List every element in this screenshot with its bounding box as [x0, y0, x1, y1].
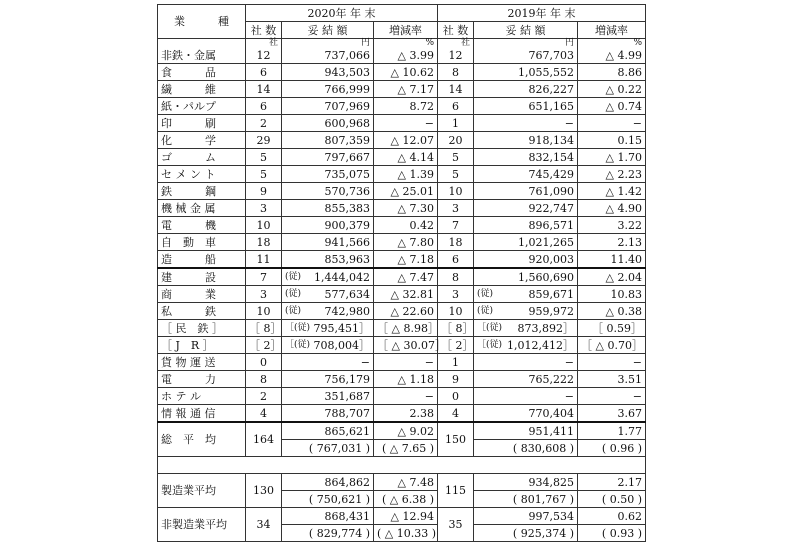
- company-count-2020: 8: [246, 371, 282, 388]
- settlement-amount-2020: [282, 388, 374, 405]
- change-rate-2020: ［ △ 8.98］: [374, 320, 438, 337]
- company-count-2019: 1: [438, 354, 474, 371]
- company-count-2019: 8: [438, 64, 474, 81]
- average-amount-2019: 997,534: [474, 508, 578, 525]
- change-rate-2020: ［ △ 30.07］: [374, 337, 438, 354]
- amount-value: 918,134: [528, 133, 574, 147]
- company-count-2020: 10: [246, 217, 282, 234]
- company-count-2020: 3: [246, 286, 282, 303]
- average-amount-2019-alt: ( 801,767 ): [474, 491, 578, 508]
- change-rate-2020: 8.72: [374, 98, 438, 115]
- amount-value: 1,560,690: [518, 270, 574, 284]
- employee-basis-note: (従): [477, 305, 494, 316]
- change-rate-2019: % △ 4.99: [578, 39, 646, 64]
- change-rate-2020: △ 7.18: [374, 251, 438, 269]
- amount-value: 807,359: [324, 133, 370, 147]
- industry-label: 建 設: [158, 268, 246, 286]
- company-count-2019: ［ 8］: [438, 320, 474, 337]
- table-row: [158, 81, 646, 98]
- amount-value: 1,444,042: [314, 270, 370, 284]
- change-rate-2019: −: [578, 354, 646, 371]
- change-rate-2020: △ 7.17: [374, 81, 438, 98]
- average-rate-2019: 1.77: [578, 422, 646, 440]
- amount-value: 826,227: [528, 82, 574, 96]
- change-rate-2019: 3.51: [578, 371, 646, 388]
- unit-yen: 円: [564, 38, 574, 48]
- settlement-amount-2019: [474, 98, 578, 115]
- average-amount-2019-alt: ( 925,374 ): [474, 525, 578, 542]
- company-count-2019: 8: [438, 268, 474, 286]
- industry-rows: [158, 39, 646, 423]
- settlement-amount-2020: [282, 251, 374, 269]
- company-count-2019: 1: [438, 115, 474, 132]
- table-row: [158, 405, 646, 423]
- change-rate-2020: % △ 3.99: [374, 39, 438, 64]
- settlement-amount-2019: [474, 251, 578, 269]
- change-rate-2020: △ 10.62: [374, 64, 438, 81]
- industry-label: 電 力: [158, 371, 246, 388]
- change-rate-2019: △ 4.90: [578, 200, 646, 217]
- change-rate-2020: −: [374, 354, 438, 371]
- company-count-2019: 5: [438, 149, 474, 166]
- average-amount-2020-alt: ( 829,774 ): [282, 525, 374, 542]
- amount-value: 770,404: [528, 406, 574, 420]
- average-rate-2020-alt: ( △ 10.33 ): [374, 525, 438, 542]
- table-row: [158, 200, 646, 217]
- company-count-2020: ［ 2］: [246, 337, 282, 354]
- average-rate-2020-alt: ( △ 6.38 ): [374, 491, 438, 508]
- table-row: [158, 132, 646, 149]
- employee-basis-note: (従): [285, 305, 302, 316]
- average-label: 総 平 均: [158, 422, 246, 457]
- settlement-amount-2020: [282, 149, 374, 166]
- amount-value: 959,972: [528, 304, 574, 318]
- amount-value: 745,429: [528, 167, 574, 181]
- company-count-2019: 0: [438, 388, 474, 405]
- table-row: [158, 217, 646, 234]
- industry-label: 電 機: [158, 217, 246, 234]
- settlement-amount-2020: [282, 217, 374, 234]
- settlement-amount-2019: [474, 405, 578, 423]
- employee-basis-note: ［(従): [477, 339, 503, 350]
- company-count-2019: 9: [438, 371, 474, 388]
- change-rate-2019: ［ △ 0.70］: [578, 337, 646, 354]
- average-rate-2020: △ 9.02: [374, 422, 438, 440]
- industry-label: ゴ ム: [158, 149, 246, 166]
- settlement-amount-2020: [282, 337, 374, 354]
- industry-label: 非鉄・金属: [158, 39, 246, 64]
- company-count-2020: 2: [246, 388, 282, 405]
- change-rate-2020: △ 32.81: [374, 286, 438, 303]
- amount-value: 859,671: [528, 287, 574, 301]
- table-row: [158, 337, 646, 354]
- industry-label: 鉄 鋼: [158, 183, 246, 200]
- company-count-2020: 3: [246, 200, 282, 217]
- amount-value: 735,075: [324, 167, 370, 181]
- company-count-2020: 164: [246, 422, 282, 457]
- amount-value: 742,980: [324, 304, 370, 318]
- wage-settlement-table: [157, 4, 646, 542]
- change-rate-2020: −: [374, 115, 438, 132]
- company-count-2020: 0: [246, 354, 282, 371]
- average-rate-2020: △ 7.48: [374, 474, 438, 491]
- industry-label: 情 報 通 信: [158, 405, 246, 423]
- company-count-2019: 150: [438, 422, 474, 457]
- settlement-amount-2019: [474, 132, 578, 149]
- settlement-amount-2020: [282, 371, 374, 388]
- employee-basis-note: (従): [477, 288, 494, 299]
- amount-value: 756,179: [324, 372, 370, 386]
- change-rate-2019: △ 0.22: [578, 81, 646, 98]
- average-amount-2020: 865,621: [282, 422, 374, 440]
- employee-basis-note: (従): [285, 271, 302, 282]
- industry-label: 自 動 車: [158, 234, 246, 251]
- settlement-amount-2019: [474, 354, 578, 371]
- industry-label: 商 業: [158, 286, 246, 303]
- settlement-amount-2020: [282, 320, 374, 337]
- company-count-2019: 社 12: [438, 39, 474, 64]
- settlement-amount-2019: [474, 217, 578, 234]
- change-rate-2019: △ 1.42: [578, 183, 646, 200]
- settlement-amount-2020: [282, 81, 374, 98]
- table-row: [158, 166, 646, 183]
- industry-label: 私 鉄: [158, 303, 246, 320]
- company-count-2020: 18: [246, 234, 282, 251]
- change-rate-2019: △ 2.23: [578, 166, 646, 183]
- company-count-2020: 6: [246, 98, 282, 115]
- amount-value: 896,571: [528, 218, 574, 232]
- change-rate-2020: △ 7.30: [374, 200, 438, 217]
- amount-value: 855,383: [324, 201, 370, 215]
- amount-value: 1,012,412］: [507, 338, 574, 352]
- settlement-amount-2019: [474, 149, 578, 166]
- settlement-amount-2020: [282, 234, 374, 251]
- settlement-amount-2020: [282, 132, 374, 149]
- settlement-amount-2020: [282, 98, 374, 115]
- average-amount-2020: 864,862: [282, 474, 374, 491]
- average-amount-2019: 934,825: [474, 474, 578, 491]
- year-2020-header: 2020年 年 末: [246, 5, 438, 22]
- average-amount-2020: 868,431: [282, 508, 374, 525]
- amount-value: 853,963: [324, 252, 370, 266]
- settlement-amount-2020: [282, 405, 374, 423]
- amount-value: −: [360, 355, 370, 369]
- employee-basis-note: (従): [285, 288, 302, 299]
- amount-value: 351,687: [324, 389, 370, 403]
- table-row: [158, 286, 646, 303]
- amount-value: 570,736: [324, 184, 370, 198]
- company-count-2019: 20: [438, 132, 474, 149]
- settlement-amount-2020: [282, 268, 374, 286]
- section-gap: [158, 457, 646, 474]
- settlement-amount-2020: [282, 303, 374, 320]
- industry-label: セ メ ン ト: [158, 166, 246, 183]
- amount-value: 797,667: [324, 150, 370, 164]
- company-count-2020: 29: [246, 132, 282, 149]
- amount-value: 600,968: [324, 116, 370, 130]
- company-count-2020: 9: [246, 183, 282, 200]
- change-rate-2019: △ 1.70: [578, 149, 646, 166]
- average-label: 製造業平均: [158, 474, 246, 508]
- company-count-2019: 14: [438, 81, 474, 98]
- settlement-amount-2020: [282, 64, 374, 81]
- change-rate-2020: 0.42: [374, 217, 438, 234]
- amount-value: 737,066: [324, 49, 370, 62]
- count-header-2020: 社 数: [246, 22, 282, 39]
- settlement-amount-2019: [474, 286, 578, 303]
- amount-value: 1,055,552: [518, 65, 574, 79]
- settlement-amount-2019: [474, 337, 578, 354]
- change-rate-2020: △ 4.14: [374, 149, 438, 166]
- change-rate-2019: ［ 0.59］: [578, 320, 646, 337]
- company-count-2020: 社 12: [246, 39, 282, 64]
- gap-cell: [158, 457, 646, 474]
- average-rows: [158, 422, 646, 542]
- company-count-2019: 18: [438, 234, 474, 251]
- industry-label: 紙・パルプ: [158, 98, 246, 115]
- table-row: [158, 115, 646, 132]
- settlement-amount-2020: [282, 115, 374, 132]
- company-count-2020: 5: [246, 149, 282, 166]
- company-count-2020: 4: [246, 405, 282, 423]
- change-rate-2019: △ 0.74: [578, 98, 646, 115]
- amount-value: 651,165: [528, 99, 574, 113]
- settlement-amount-2020: [282, 183, 374, 200]
- settlement-amount-2020: [282, 166, 374, 183]
- rate-header-2019: 増減率: [578, 22, 646, 39]
- change-rate-2019: −: [578, 115, 646, 132]
- change-rate-2019: 11.40: [578, 251, 646, 269]
- settlement-amount-2019: [474, 388, 578, 405]
- average-rate-2019: 2.17: [578, 474, 646, 491]
- table-row: [158, 371, 646, 388]
- rate-header-2020: 増減率: [374, 22, 438, 39]
- amount-value: 767,703: [528, 49, 574, 62]
- company-count-2020: 7: [246, 268, 282, 286]
- amount-header-2020: 妥 結 額: [282, 22, 374, 39]
- change-rate-2019: 3.22: [578, 217, 646, 234]
- table-row: [158, 251, 646, 269]
- company-count-2019: 35: [438, 508, 474, 542]
- amount-value: 943,503: [324, 65, 370, 79]
- change-rate-2019: 2.13: [578, 234, 646, 251]
- change-rate-2019: 8.86: [578, 64, 646, 81]
- average-amount-2020-alt: ( 750,621 ): [282, 491, 374, 508]
- amount-value: −: [564, 389, 574, 403]
- change-rate-2019: −: [578, 388, 646, 405]
- table-row: [158, 388, 646, 405]
- settlement-amount-2019: [474, 234, 578, 251]
- amount-value: 920,003: [528, 252, 574, 266]
- amount-value: 708,004］: [313, 338, 370, 352]
- year-2019-header: 2019年 年 末: [438, 5, 646, 22]
- industry-label: ［ J R ］: [158, 337, 246, 354]
- company-count-2019: ［ 2］: [438, 337, 474, 354]
- settlement-amount-2019: [474, 64, 578, 81]
- unit-pct: %: [633, 38, 642, 48]
- amount-value: 832,154: [528, 150, 574, 164]
- company-count-2019: 6: [438, 98, 474, 115]
- company-count-2019: 10: [438, 303, 474, 320]
- change-rate-2019: △ 2.04: [578, 268, 646, 286]
- company-count-2020: 10: [246, 303, 282, 320]
- amount-value: 1,021,265: [518, 235, 574, 249]
- settlement-amount-2019: [474, 320, 578, 337]
- amount-value: 873,892］: [517, 321, 574, 335]
- table-row: [158, 234, 646, 251]
- settlement-amount-2020: [282, 200, 374, 217]
- industry-label: 造 船: [158, 251, 246, 269]
- table-row: [158, 39, 646, 64]
- amount-value: 765,222: [528, 372, 574, 386]
- change-rate-2020: △ 25.01: [374, 183, 438, 200]
- count-header-2019: 社 数: [438, 22, 474, 39]
- company-count-2020: ［ 8］: [246, 320, 282, 337]
- employee-basis-note: ［(従): [477, 322, 503, 333]
- change-rate-2019: 10.83: [578, 286, 646, 303]
- employee-basis-note: ［(従): [285, 339, 311, 350]
- company-count-2019: 3: [438, 286, 474, 303]
- company-count-2019: 6: [438, 251, 474, 269]
- industry-label: 機 械 金 属: [158, 200, 246, 217]
- amount-value: 922,747: [528, 201, 574, 215]
- table-row: [158, 183, 646, 200]
- average-row: [158, 508, 646, 525]
- settlement-amount-2020: [282, 39, 374, 64]
- company-count-2020: 130: [246, 474, 282, 508]
- table-row: [158, 64, 646, 81]
- company-count-2020: 2: [246, 115, 282, 132]
- settlement-amount-2019: [474, 115, 578, 132]
- company-count-2020: 5: [246, 166, 282, 183]
- change-rate-2020: △ 7.80: [374, 234, 438, 251]
- industry-label: ［ 民 鉄 ］: [158, 320, 246, 337]
- average-rate-2020: △ 12.94: [374, 508, 438, 525]
- unit-company: 社: [268, 38, 278, 48]
- change-rate-2019: 0.15: [578, 132, 646, 149]
- settlement-amount-2019: [474, 166, 578, 183]
- average-label: 非製造業平均: [158, 508, 246, 542]
- company-count-2019: 7: [438, 217, 474, 234]
- change-rate-2020: 2.38: [374, 405, 438, 423]
- average-rate-2019-alt: ( 0.96 ): [578, 440, 646, 457]
- table-row: [158, 354, 646, 371]
- settlement-amount-2019: [474, 39, 578, 64]
- company-count-2020: 6: [246, 64, 282, 81]
- average-row: [158, 422, 646, 440]
- change-rate-2020: △ 7.47: [374, 268, 438, 286]
- settlement-amount-2019: [474, 371, 578, 388]
- industry-label: 化 学: [158, 132, 246, 149]
- settlement-amount-2019: [474, 303, 578, 320]
- change-rate-2019: 3.67: [578, 405, 646, 423]
- amount-value: 941,566: [324, 235, 370, 249]
- settlement-amount-2019: [474, 183, 578, 200]
- average-row: [158, 474, 646, 491]
- category-header: 業 種: [158, 5, 246, 39]
- change-rate-2020: △ 22.60: [374, 303, 438, 320]
- amount-value: 707,969: [324, 99, 370, 113]
- amount-value: 766,999: [324, 82, 370, 96]
- amount-value: 788,707: [324, 406, 370, 420]
- average-amount-2019: 951,411: [474, 422, 578, 440]
- table-row: [158, 268, 646, 286]
- change-rate-2020: △ 1.18: [374, 371, 438, 388]
- settlement-amount-2019: [474, 81, 578, 98]
- unit-pct: %: [425, 38, 434, 48]
- amount-header-2019: 妥 結 額: [474, 22, 578, 39]
- amount-value: 761,090: [528, 184, 574, 198]
- company-count-2019: 115: [438, 474, 474, 508]
- settlement-amount-2020: [282, 354, 374, 371]
- company-count-2019: 5: [438, 166, 474, 183]
- average-rate-2019-alt: ( 0.93 ): [578, 525, 646, 542]
- settlement-amount-2019: [474, 200, 578, 217]
- settlement-amount-2019: [474, 268, 578, 286]
- amount-value: −: [564, 355, 574, 369]
- amount-value: 795,451］: [313, 321, 370, 335]
- company-count-2019: 10: [438, 183, 474, 200]
- average-rate-2020-alt: ( △ 7.65 ): [374, 440, 438, 457]
- unit-company: 社: [460, 38, 470, 48]
- amount-value: −: [564, 116, 574, 130]
- company-count-2019: 4: [438, 405, 474, 423]
- unit-yen: 円: [360, 38, 370, 48]
- company-count-2019: 3: [438, 200, 474, 217]
- table-row: [158, 149, 646, 166]
- company-count-2020: 11: [246, 251, 282, 269]
- company-count-2020: 14: [246, 81, 282, 98]
- employee-basis-note: ［(従): [285, 322, 311, 333]
- industry-label: 印 刷: [158, 115, 246, 132]
- industry-label: 食 品: [158, 64, 246, 81]
- average-rate-2019-alt: ( 0.50 ): [578, 491, 646, 508]
- amount-value: 577,634: [324, 287, 370, 301]
- company-count-2020: 34: [246, 508, 282, 542]
- change-rate-2019: △ 0.38: [578, 303, 646, 320]
- industry-label: 繊 維: [158, 81, 246, 98]
- change-rate-2020: △ 1.39: [374, 166, 438, 183]
- average-rate-2019: 0.62: [578, 508, 646, 525]
- industry-label: 貨 物 運 送: [158, 354, 246, 371]
- table-row: [158, 320, 646, 337]
- table-row: [158, 98, 646, 115]
- change-rate-2020: −: [374, 388, 438, 405]
- industry-label: ホ テ ル: [158, 388, 246, 405]
- table-row: [158, 303, 646, 320]
- average-amount-2020-alt: ( 767,031 ): [282, 440, 374, 457]
- settlement-amount-2020: [282, 286, 374, 303]
- amount-value: 900,379: [324, 218, 370, 232]
- change-rate-2020: △ 12.07: [374, 132, 438, 149]
- average-amount-2019-alt: ( 830,608 ): [474, 440, 578, 457]
